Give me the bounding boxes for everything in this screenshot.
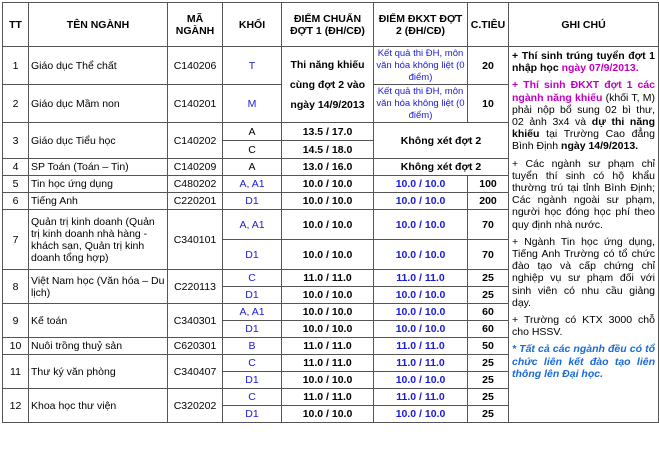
cell-tt: 12: [3, 389, 29, 423]
cell-ct: 25: [468, 372, 509, 389]
note-6: * Tất cả các ngành đều có tổ chức liên kết đào tạo liên thông lên Đại học.: [512, 343, 655, 380]
cell-diem1: 10.0 / 10.0: [282, 372, 374, 389]
note-1: [512, 50, 655, 74]
cell-khoi: A, A1: [223, 304, 282, 321]
cell-khoi: C: [223, 270, 282, 287]
cell-diem1-merged: [282, 47, 374, 123]
cell-diem2: Kết quả thi ĐH, môn văn hóa không liệt (0 điểm): [374, 85, 468, 123]
cell-khoi: C: [223, 389, 282, 406]
cell-name: Giáo dục Thể chất: [29, 47, 168, 85]
cell-diem1: 10.0 / 10.0: [282, 193, 374, 210]
note-2-b: (khối T, M) phải nộp bổ sung 02 bì thư, 02 ảnh 3x4 và: [512, 91, 655, 129]
diem1-merged-line2: cùng đợt 2 vào: [289, 78, 366, 91]
note-2-a: + Thí sinh ĐKXT đợt 1 các ngành năng khiếu: [512, 79, 655, 104]
header-tt: TT: [3, 3, 29, 47]
cell-khoi: D1: [223, 240, 282, 270]
cell-code: C140201: [168, 85, 223, 123]
cell-diem1: 10.0 / 10.0: [282, 406, 374, 423]
notes-cell: [509, 47, 659, 423]
cell-diem2: 10.0 / 10.0: [374, 193, 468, 210]
cell-khoi: D1: [223, 287, 282, 304]
cell-name: Quản trị kinh doanh (Quản trị kinh doanh nhà hàng - khách sạn, Quản trị kinh doanh tổng hợp): [29, 210, 168, 270]
admission-table: [2, 2, 659, 423]
cell-ct: 200: [468, 193, 509, 210]
note-5: + Trường có KTX 3000 chỗ cho HSSV.: [512, 314, 655, 339]
cell-ct: 70: [468, 210, 509, 240]
header-khoi: KHỐI: [223, 3, 282, 47]
cell-tt: 1: [3, 47, 29, 85]
cell-ct: 50: [468, 338, 509, 355]
cell-code: C220201: [168, 193, 223, 210]
cell-diem2: Không xét đợt 2: [374, 159, 509, 176]
cell-ct: 60: [468, 321, 509, 338]
cell-diem2: 10.0 / 10.0: [374, 304, 468, 321]
cell-khoi: D1: [223, 406, 282, 423]
cell-ct: 25: [468, 406, 509, 423]
note-2-e: ngày 14/9/2013.: [561, 140, 639, 153]
header-row: [3, 3, 659, 47]
header-ten-nganh: TÊN NGÀNH: [29, 3, 168, 47]
cell-diem1: [282, 123, 374, 141]
cell-diem2: 10.0 / 10.0: [374, 372, 468, 389]
cell-tt: 5: [3, 176, 29, 193]
cell-name: Kế toán: [29, 304, 168, 338]
cell-ct: 10: [468, 85, 509, 123]
cell-tt: 3: [3, 123, 29, 159]
cell-ct: 100: [468, 176, 509, 193]
note-4: + Ngành Tin học ứng dụng, Tiếng Anh Trường có tổ chức đào tạo và cấp chứng chỉ nghiệp vụ sư phạm đối với sinh viên có nhu cầu giảng dạy.: [512, 235, 655, 309]
cell-diem1: 11.0 / 11.0: [282, 270, 374, 287]
diem1-merged-line3: ngày 14/9/2013: [290, 98, 365, 111]
cell-ct: 25: [468, 270, 509, 287]
cell-diem2: Kết quả thi ĐH, môn văn hóa không liệt (0 điểm): [374, 47, 468, 85]
cell-ct: 20: [468, 47, 509, 85]
cell-tt: 10: [3, 338, 29, 355]
cell-tt: 4: [3, 159, 29, 176]
diem1-merged-line1: Thi năng khiếu: [290, 58, 365, 71]
cell-name: Thư ký văn phòng: [29, 355, 168, 389]
cell-diem2: 10.0 / 10.0: [374, 240, 468, 270]
cell-name: Tiếng Anh: [29, 193, 168, 210]
cell-tt: 7: [3, 210, 29, 270]
note-1-text: + Thí sinh trúng tuyển đợt 1 nhập học: [512, 50, 655, 75]
cell-diem1: 13.0 / 16.0: [282, 159, 374, 176]
cell-code: C340301: [168, 304, 223, 338]
cell-khoi: D1: [223, 193, 282, 210]
cell-code: C480202: [168, 176, 223, 193]
header-chi-tieu: C.TIÊU: [468, 3, 509, 47]
cell-diem1: 14.5 / 18.0: [282, 141, 374, 159]
cell-khoi: D1: [223, 372, 282, 389]
cell-name: Tin học ứng dụng: [29, 176, 168, 193]
cell-diem2: 10.0 / 10.0: [374, 406, 468, 423]
header-ghi-chu: GHI CHÚ: [509, 3, 659, 47]
cell-diem2: Không xét đợt 2: [374, 123, 509, 159]
cell-ct: 25: [468, 389, 509, 406]
cell-ct: 70: [468, 240, 509, 270]
cell-tt: 2: [3, 85, 29, 123]
cell-code: C340101: [168, 210, 223, 270]
cell-ct: 25: [468, 355, 509, 372]
cell-diem2: 10.0 / 10.0: [374, 210, 468, 240]
cell-code: C340407: [168, 355, 223, 389]
cell-ct: 60: [468, 304, 509, 321]
note-3: + Các ngành sư phạm chỉ tuyển thí sinh có hộ khẩu thường trú tại tỉnh Bình Định; Các ngành ngoài sư phạm, người học đóng học phí theo quy định nhà nước.: [512, 157, 655, 231]
cell-tt: 6: [3, 193, 29, 210]
cell-khoi: A: [223, 123, 282, 141]
cell-code: C140209: [168, 159, 223, 176]
cell-khoi: A, A1: [223, 210, 282, 240]
cell-code: C140202: [168, 123, 223, 159]
cell-diem1: 10.0 / 10.0: [282, 210, 374, 240]
cell-diem1: 10.0 / 10.0: [282, 240, 374, 270]
note-2-c: dự thi năng khiếu: [512, 116, 656, 141]
cell-code: C320202: [168, 389, 223, 423]
cell-khoi: T: [223, 47, 282, 85]
cell-khoi: M: [223, 85, 282, 123]
cell-name: Giáo dục Tiểu học: [29, 123, 168, 159]
cell-diem1: 10.0 / 10.0: [282, 176, 374, 193]
cell-khoi: A: [223, 159, 282, 176]
cell-code: C220113: [168, 270, 223, 304]
cell-diem1: 11.0 / 11.0: [282, 355, 374, 372]
cell-khoi: C: [223, 141, 282, 159]
cell-tt: 9: [3, 304, 29, 338]
header-ma-nganh: MÃ NGÀNH: [168, 3, 223, 47]
cell-diem2: 11.0 / 11.0: [374, 338, 468, 355]
cell-diem1: 10.0 / 10.0: [282, 321, 374, 338]
note-2: [512, 79, 655, 152]
note-1-date: ngày 07/9/2013.: [561, 62, 639, 75]
cell-khoi: C: [223, 355, 282, 372]
header-diem-dkxt: ĐIỂM ĐKXT ĐỢT 2 (ĐH/CĐ): [374, 3, 468, 47]
cell-name: Nuôi trồng thuỷ sản: [29, 338, 168, 355]
cell-name: Giáo dục Mầm non: [29, 85, 168, 123]
cell-code: C620301: [168, 338, 223, 355]
cell-khoi: A, A1: [223, 176, 282, 193]
cell-khoi: B: [223, 338, 282, 355]
cell-diem1: 11.0 / 11.0: [282, 338, 374, 355]
cell-name: SP Toán (Toán – Tin): [29, 159, 168, 176]
cell-diem1: 10.0 / 10.0: [282, 304, 374, 321]
cell-khoi: D1: [223, 321, 282, 338]
cell-name: Việt Nam học (Văn hóa – Du lịch): [29, 270, 168, 304]
header-diem-chuan: ĐIỂM CHUẨN ĐỢT 1 (ĐH/CĐ): [282, 3, 374, 47]
cell-diem1: 10.0 / 10.0: [282, 287, 374, 304]
cell-tt: 11: [3, 355, 29, 389]
cell-diem2: 11.0 / 11.0: [374, 389, 468, 406]
cell-ct: 25: [468, 287, 509, 304]
cell-code: C140206: [168, 47, 223, 85]
cell-diem1: 11.0 / 11.0: [282, 389, 374, 406]
cell-tt: 8: [3, 270, 29, 304]
diem1-value: 13.5 / 17.0: [302, 125, 353, 138]
cell-diem2: 10.0 / 10.0: [374, 321, 468, 338]
note-2-d: tại Trường Cao đẳng Bình Định: [512, 128, 655, 153]
cell-diem2: 11.0 / 11.0: [374, 270, 468, 287]
cell-diem2: 10.0 / 10.0: [374, 176, 468, 193]
table-row: [3, 47, 659, 85]
cell-diem2: 11.0 / 11.0: [374, 355, 468, 372]
cell-name: Khoa học thư viện: [29, 389, 168, 423]
cell-diem2: 10.0 / 10.0: [374, 287, 468, 304]
